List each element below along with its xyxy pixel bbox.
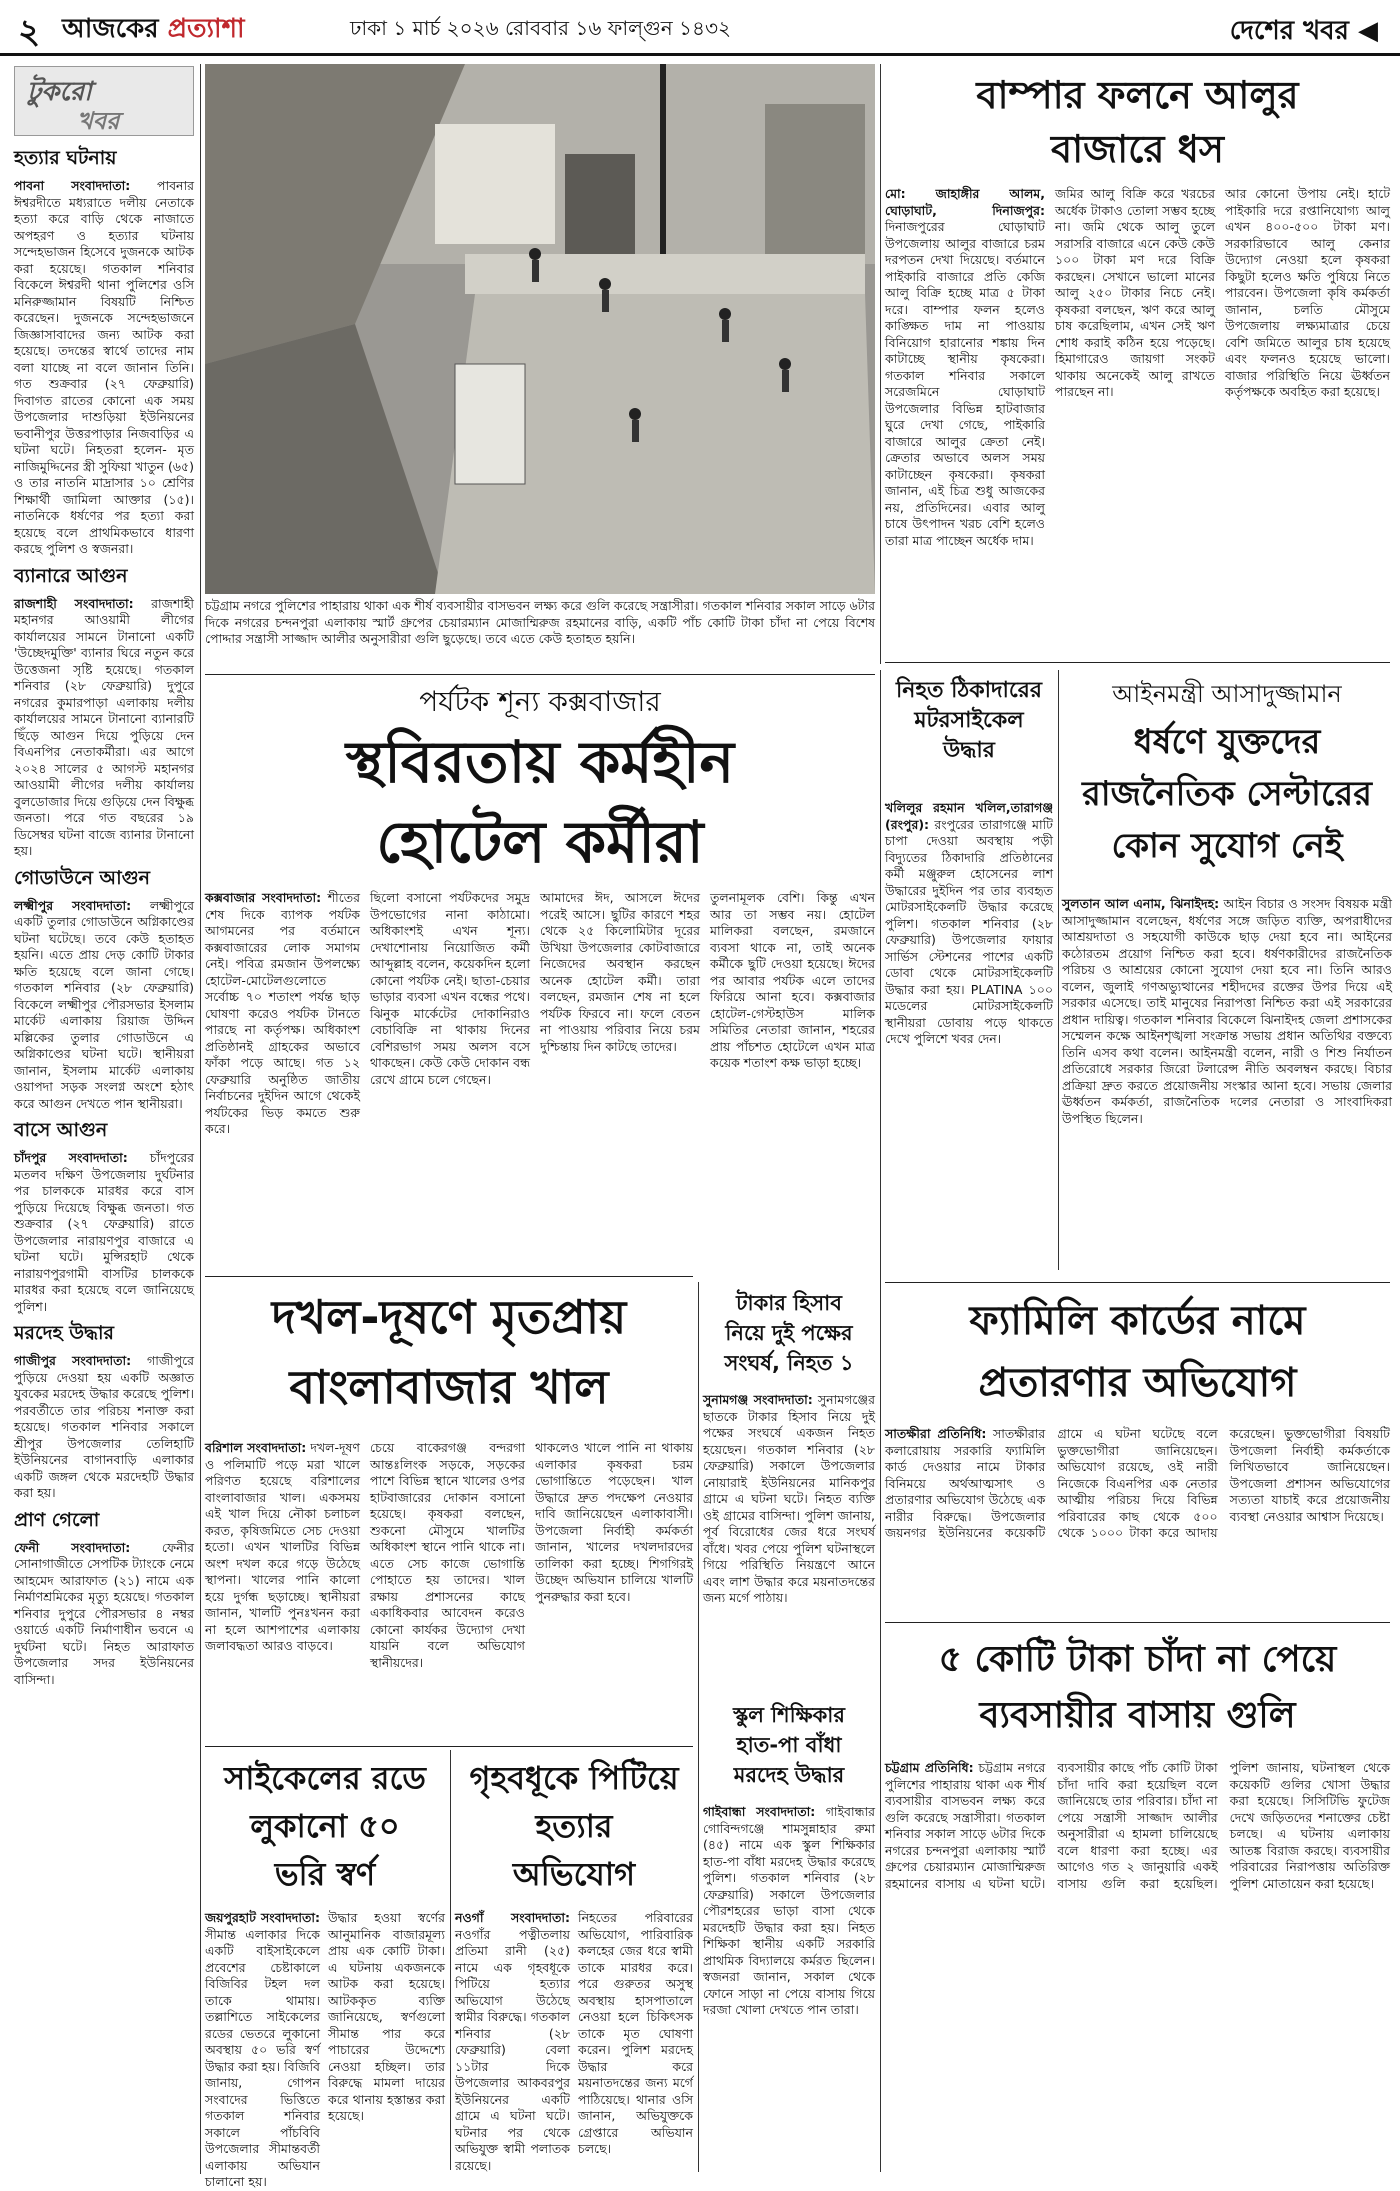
- rape-body: সুলতান আল এনাম, ঝিনাইদহ: আইন বিচার ও সংসদ বিষয়ক মন্ত্রী আসাদুজ্জামান বলেছেন, ধর্ষণের সঙ্গে জড়িত ব্যক্তি, অপরাধীদের আশ্রয়দাতা ও সহযোগী কাউকে ছাড় দেয়া হবে না। আইনের কঠোরতম প্রয়োগ নিশ্চিত করা হবে। ধর্ষণকারীদের রাজনৈতিক পরিচয় ও আশ্রয়ের কোনো সুযোগ দেয়া হবে না। তিনি আরও বলেন, জুলাই গণঅভ্যুত্থানের শহীদদের রক্তের উপর দিয়ে এই সরকার এসেছে। তাই মানুষের নিরাপত্তা নিশ্চিত করা এই সরকারের প্রধান দায়িত্ব। গতকাল শনিবার বিকেলে ঝিনাইদহ জেলা প্রশাসকের সম্মেলন কক্ষে আইনশৃঙ্খলা সংক্রান্ত সভায় প্রধান অতিথির বক্তব্যে তিনি এসব কথা বলেন। আইনমন্ত্রী বলেন, নারী ও শিশু নির্যাতন প্রতিরোধে সরকার জিরো টলারেন্স নীতি অবলম্বন করছে। বিচার প্রক্রিয়া দ্রুত করতে প্রয়োজনীয় সংস্কার আনা হবে। সভায় জেলার ঊর্ধ্বতন কর্মকর্তা, রাজনৈতিক দলের নেতারা ও সাংবাদিকরা উপস্থিত ছিলেন।: [1062, 896, 1392, 1126]
- briefs-column: [14, 140, 194, 2170]
- page-number: ২: [18, 12, 41, 52]
- section-title: দেশের খবর ◀: [1229, 16, 1378, 46]
- rule: [885, 1282, 1390, 1283]
- rule: [205, 1746, 693, 1747]
- brief-title: বাসে আগুন: [14, 1119, 108, 1141]
- tourism-col-2: ছিলো বসানো পর্যটকদের সমুদ্র উপভোগের নানা কাঠামো। অধিকাংশই এখন শূন্য। দেখাশোনায় নিয়োজিত কর্মী আব্দুল্লাহ বলেন, কয়েকদিন হলো কোনো পর্যটক নেই। ছাতা-চেয়ার ভাড়ার ব্যবসা এখন বন্ধের পথে। ঝিনুক মার্কেটের দোকানিরাও বেচাবিক্রি না থাকায় দিনের বেশিরভাগ সময় অলস বসে থাকছেন। কেউ কেউ দোকান বন্ধ রেখে গ্রামে চলে গেছেন।: [370, 890, 530, 1087]
- potato-col-3: আর কোনো উপায় নেই। হাটে পাইকারি দরে রপ্তানিযোগ্য আলু এখন ৪০০-৫০০ টাকা মণ। সরকারিভাবে আলু কেনার উদ্যোগ নেওয়া হলে কৃষকরা কিছুটা হলেও ক্ষতি পুষিয়ে নিতে পারবেন। উপজেলা কৃষি কর্মকর্তা জানান, চলতি মৌসুমে উপজেলায় লক্ষ্যমাত্রার চেয়ে বেশি জমিতে আলুর চাষ হয়েছে এবং ফলনও হয়েছে ভালো। বাজার পরিস্থিতি নিয়ে ঊর্ধ্বতন কর্তৃপক্ষকে অবহিত করা হয়েছে।: [1225, 186, 1390, 399]
- gold-col-2: উদ্ধার হওয়া স্বর্ণের আনুমানিক বাজারমূল্য প্রায় এক কোটি টাকা। এ ঘটনায় একজনকে আটক করা হয়েছে। আটককৃত ব্যক্তি জানিয়েছে, স্বর্ণগুলো সীমান্ত পার করে পাচারের উদ্দেশ্যে নেওয়া হচ্ছিল। তার বিরুদ্ধে মামলা দায়ের করে থানায় হস্তান্তর করা হয়েছে।: [328, 1910, 445, 2123]
- family-body: সাতক্ষীরা প্রতিনিধি: সাতক্ষীরার কলারোয়ায় সরকারি ফ্যামিলি কার্ড দেওয়ার নামে টাকার বিনিময়ে অর্থআত্মসাৎ ও প্রতারণার অভিযোগ উঠেছে এক নারীর বিরুদ্ধে। উপজেলার জয়নগর ইউনিয়নের কয়েকটি গ্রামে এ ঘটনা ঘটেছে বলে ভুক্তভোগীরা জানিয়েছেন। অভিযোগ রয়েছে, ওই নারী নিজেকে বিএনপির এক নেতার আত্মীয় পরিচয় দিয়ে বিভিন্ন পরিবারের কাছ থেকে ৫০০ থেকে ১০০০ টাকা করে আদায় করেছেন। ভুক্তভোগীরা বিষয়টি উপজেলা নির্বাহী কর্মকর্তাকে লিখিতভাবে জানিয়েছেন। উপজেলা প্রশাসন অভিযোগের সত্যতা যাচাই করে প্রয়োজনীয় ব্যবস্থা নেওয়ার আশ্বাস দিয়েছে।: [885, 1426, 1390, 1540]
- wife-col-2: নিহতের পরিবারের অভিযোগ, পারিবারিক কলহের জের ধরে স্বামী তাকে মারধর করে। পরে গুরুতর অসুস্থ অবস্থায় হাসপাতালে নেওয়া হলে চিকিৎসক তাকে মৃত ঘোষণা করেন। পুলিশ মরদেহ উদ্ধার করে ময়নাতদন্তের জন্য মর্গে পাঠিয়েছে। থানার ওসি জানান, অভিযুক্তকে গ্রেপ্তারে অভিযান চলছে।: [578, 1910, 693, 2156]
- potato-col-1: মো: জাহাঙ্গীর আলম, ঘোড়াঘাট, দিনাজপুর: দিনাজপুরের ঘোড়াঘাট উপজেলায় আলুর বাজারে চরম দরপতন দেখা দিয়েছে। বর্তমানে পাইকারি বাজারে প্রতি কেজি আলু বিক্রি হচ্ছে মাত্র ৫ টাকা দরে। বাম্পার ফলন হলেও কাঙ্ক্ষিত দাম না পাওয়ায় বিনিয়োগ হারানোর শঙ্কায় দিন কাটাচ্ছে স্থানীয় কৃষকেরা। গতকাল শনিবার সকালে সরেজমিনে ঘোড়াঘাট উপজেলার বিভিন্ন হাটবাজার ঘুরে দেখা গেছে, পাইকারি বাজারে আলুর ক্রেতা নেই। ক্রেতার অভাবে অলস সময় কাটাচ্ছেন কৃষকেরা। কৃষকরা জানান, এই চিত্র শুধু আজকের নয়, প্রতিদিনের। এবার আলু চাষে উৎপাদন খরচ বেশি হলেও তারা মাত্র পাচ্ছেন অর্ধেক দাম।: [885, 186, 1045, 548]
- brief-title: হত্যার ঘটনায়: [14, 147, 117, 169]
- wife-headline: গৃহবধূকে পিটিয়ে হত্যার অভিযোগ: [469, 1759, 679, 1893]
- briefs-logo: টুকরো খবর: [14, 66, 194, 136]
- bike-headline: নিহত ঠিকাদারের মটরসাইকেল উদ্ধার: [896, 678, 1042, 763]
- column-divider: [880, 64, 881, 664]
- brief-body: পাবনা সংবাদদাতা: পাবনার ঈশ্বরদীতে মধ্যরাতে দলীয় নেতাকে হত্যা করে বাড়ি থেকে নাজাতে অপহরণ ও হত্যার ঘটনায় সন্দেহভাজন হিসেবে দুজনকে আটক করা হয়েছে। গতকাল শনিবার বিকেলে ঈশ্বরদী থানা পুলিশের ওসি মনিরুজ্জামান বিষয়টি নিশ্চিত করেছেন। দুজনকে সন্দেহভাজনে জিজ্ঞাসাবাদের জন্য আটক করা হয়েছে। তদন্তের স্বার্থে তাদের নাম বলা যাচ্ছে না বলে জানান তিনি। গত শুক্রবার (২৭ ফেব্রুয়ারি) দিবাগত রাতের কোনো এক সময় উপজেলার দাশুড়িয়া ইউনিয়নের ভবানীপুর উত্তরপাড়ার নিজবাড়ির এ ঘটনা ঘটে। নিহতরা হলেন- মৃত নাজিমুদ্দিনের স্ত্রী সুফিয়া খাতুন (৬৫) ও তার নাতনি মাদ্রাসার ১০ শ্রেণির শিক্ষার্থী জামিলা আক্তার (১৫)। নাতনিকে ধর্ষণের পর হত্যা করা হয়েছে বলে প্রাথমিকভাবে ধারণা করছে পুলিশ ও স্বজনরা।: [14, 178, 194, 556]
- brief-title: প্রাণ গেলো: [14, 1508, 100, 1531]
- column-divider: [880, 670, 881, 1625]
- rule: [885, 1622, 1390, 1623]
- rule: [885, 662, 1390, 663]
- canal-col-3: থাকলেও খালে পানি না থাকায় এলাকার কৃষকরা চরম ভোগান্তিতে পড়েছেন। খাল উদ্ধারে দ্রুত পদক্ষেপ নেওয়ার দাবি জানিয়েছেন এলাকাবাসী। উপজেলা নির্বাহী কর্মকর্তা জানান, খালের দখলদারদের তালিকা করা হচ্ছে। শিগগিরই উচ্ছেদ অভিযান চালিয়ে খালটি পুনরুদ্ধার করা হবে।: [535, 1440, 693, 1604]
- column-divider: [880, 1625, 881, 2172]
- news-photo: [205, 64, 875, 594]
- shots-body: চট্টগ্রাম প্রতিনিধি: চট্টগ্রাম নগরে পুলিশের পাহারায় থাকা এক শীর্ষ ব্যবসায়ীর বাসভবন লক্ষ্য করে গুলি করেছে সন্ত্রাসীরা। গতকাল শনিবার সকাল সাড়ে ৬টার দিকে নগরের চন্দনপুরা এলাকায় স্মার্ট গ্রুপের চেয়ারম্যান মোজাম্মিরুজ রহমানের বাসায় এ ঘটনা ঘটে। ব্যবসায়ীর কাছে পাঁচ কোটি টাকা চাঁদা দাবি করা হয়েছিল বলে জানিয়েছে তার পরিবার। চাঁদা না পেয়ে সন্ত্রাসী সাজ্জাদ আলীর অনুসারীরা এ হামলা চালিয়েছে বলে ধারণা করা হচ্ছে। এর আগেও গত ২ জানুয়ারি একই বাসায় গুলি করা হয়েছিল। পুলিশ জানায়, ঘটনাস্থল থেকে কয়েকটি গুলির খোসা উদ্ধার করা হয়েছে। সিসিটিভি ফুটেজ দেখে জড়িতদের শনাক্তের চেষ্টা চলছে। এ ঘটনায় এলাকায় আতঙ্ক বিরাজ করছে। ব্যবসায়ীর পরিবারের নিরাপত্তায় অতিরিক্ত পুলিশ মোতায়েন করা হয়েছে।: [885, 1760, 1390, 1891]
- potato-headline: বাম্পার ফলনে আলুর বাজারে ধস: [976, 73, 1299, 171]
- canal-headline: দখল-দূষণে মৃতপ্রায় বাংলাবাজার খাল: [271, 1290, 627, 1414]
- newspaper-logo: আজকের প্রত্যাশা: [62, 14, 245, 44]
- teacher-headline: স্কুল শিক্ষিকার হাত-পা বাঁধা মরদেহ উদ্ধার: [733, 1703, 845, 1787]
- issue-date: ঢাকা ১ মার্চ ২০২৬ রোববার ১৬ ফাল্গুন ১৪৩২: [350, 16, 732, 40]
- tourism-headline: স্থবিরতায় কর্মহীন হোটেল কর্মীরা: [345, 728, 735, 876]
- brief-title: মরদেহ উদ্ধার: [14, 1322, 114, 1344]
- tourism-col-1: কক্সবাজার সংবাদদাতা: শীতের শেষ দিকে ব্যাপক পর্যটক আগমনের পর বর্তমানে কক্সবাজারের লোক সমাগম নেই। পবিত্র রমজান উপলক্ষ্যে হোটেল-মোটেলগুলোতে সর্বোচ্চ ৭০ শতাংশ পর্যন্ত ছাড় ঘোষণা করেও পর্যটক টানতে পারছে না কর্তৃপক্ষ। অধিকাংশ প্রতিষ্ঠানই গ্রাহকের অভাবে ফাঁকা পড়ে আছে। গত ১২ ফেব্রুয়ারি অনুষ্ঠিত জাতীয় নির্বাচনের দুইদিন আগে থেকেই পর্যটকের ভিড় কমতে শুরু করে।: [205, 890, 360, 1136]
- potato-col-2: জমির আলু বিক্রি করে খরচের অর্ধেক টাকাও তোলা সম্ভব হচ্ছে না। জমি থেকে আলু তুলে সরাসরি বাজারে এনে কেউ কেউ ১০০ টাকা মণ দরে বিক্রি করছেন। সেখানে ভালো মানের আলু ২৫০ টাকার নিচে নেই। কৃষকরা বলছেন, ঋণ করে আলু চাষ করেছিলাম, এখন সেই ঋণ শোধ করাই কঠিন হয়ে পড়েছে। হিমাগারেও জায়গা সংকট থাকায় অনেকেই আলু রাখতে পারছেন না।: [1055, 186, 1215, 399]
- tourism-kicker: পর্যটক শূন্য কক্সবাজার: [419, 685, 661, 718]
- canal-col-2: চেয়ে বাকেরগঞ্জ বন্দরগা আন্তঃলিংক সড়কে, সড়কের পাশে বিভিন্ন স্থানে খালের ওপর হাটবাজারের দোকান বসানো হয়েছে। কৃষকরা বলছেন, শুকনো মৌসুমে খালটির অধিকাংশ স্থানে পানি থাকে না। এতে সেচ কাজে ভোগান্তি পোহাতে হয় তাদের। খাল রক্ষায় প্রশাসনের কাছে একাধিকবার আবেদন করেও কোনো কার্যকর উদ্যোগ দেখা যায়নি বলে অভিযোগ স্থানীয়দের।: [370, 1440, 525, 1670]
- tourism-col-3: আমাদের ঈদ, আসলে ঈদের পরেই আসে। ছুটির কারণে শহর থেকে ২৫ কিলোমিটার দূরের উখিয়া উপজেলার কোটবাজারে নিজেদের অবস্থান করছেন অনেক হোটেল কর্মী। তারা বলছেন, রমজান শেষ না হলে পর্যটক ফিরবে না। ফলে বেতন না পাওয়ায় পরিবার নিয়ে চরম দুশ্চিন্তায় দিন কাটছে তাদের।: [540, 890, 700, 1054]
- rape-headline: ধর্ষণে যুক্তদের রাজনৈতিক সেল্টারের কোন সুযোগ নেই: [1082, 722, 1372, 866]
- gold-col-1: জয়পুরহাট সংবাদদাতা: সীমান্ত এলাকার দিকে একটি বাইসাইকেলে প্রবেশের চেষ্টাকালে বিজিবির টহল দল তাকে থামায়। তল্লাশিতে সাইকেলের রডের ভেতরে লুকানো অবস্থায় ৫০ ভরি স্বর্ণ উদ্ধার করা হয়। বিজিবি জানায়, গোপন সংবাদের ভিত্তিতে গতকাল শনিবার সকালে পাঁচবিবি উপজেলার সীমান্তবর্তী এলাকায় অভিযান চালানো হয়।: [205, 1910, 320, 2189]
- brief-body: চাঁদপুর সংবাদদাতা: চাঁদপুরের মতলব দক্ষিণ উপজেলায় দুর্ঘটনার পর চালককে মারধর করে বাস পুড়িয়ে দিয়েছে বিক্ষুব্ধ জনতা। গত শুক্রবার (২৭ ফেব্রুয়ারি) রাতে উপজেলার নারায়ণপুর বাজারে এ ঘটনা ঘটে। মুন্সিরহাট থেকে নারায়ণপুরগামী বাসটির চালককে মারধর করা হয়েছে বলে জানিয়েছে পুলিশ।: [14, 1150, 194, 1314]
- brief-body: রাজশাহী সংবাদদাতা: রাজশাহী মহানগর আওয়ামী লীগের কার্যালয়ের সামনে টানানো একটি 'উচ্ছেদমুক্তি' ব্যানার ঘিরে নতুন করে উত্তেজনা সৃষ্টি হয়েছে। গতকাল শনিবার (২৮ ফেব্রুয়ারি) দুপুরে নগরের কুমারপাড়া এলাকায় দলীয় কার্যালয়ের সামনে টানানো ব্যানারটি ছিঁড়ে আগুন দিয়ে পুড়িয়ে দেন বিএনপির নেতাকর্মীরা। এর আগে ২০২৪ সালের ৫ আগস্ট মহানগর আওয়ামী লীগের দলীয় কার্যালয় বুলডোজার দিয়ে গুড়িয়ে দেন বিক্ষুব্ধ জনতা। পরে গত বছরের ১৯ ডিসেম্বর ঘটনা বাজে ব্যানার টানানো হয়।: [14, 595, 194, 858]
- tourism-col-4: তুলনামূলক বেশি। কিন্তু এখন আর তা সম্ভব নয়। হোটেল মালিকরা বলছেন, রমজানে ব্যবসা থাকে না, তাই অনেক কর্মীকে ছুটি দেওয়া হয়েছে। ঈদের পর আবার পর্যটক এলে তাদের ফিরিয়ে আনা হবে। কক্সবাজার হোটেল-গেস্টহাউস মালিক সমিতির নেতারা জানান, শহরের প্রায় পাঁচশত হোটেলে এখন মাত্র কয়েক শতাংশ কক্ষ ভাড়া হচ্ছে।: [710, 890, 875, 1070]
- family-headline: ফ্যামিলি কার্ডের নামে প্রতারণার অভিযোগ: [969, 1298, 1306, 1406]
- rule: [205, 674, 875, 675]
- column-divider: [698, 1282, 699, 2172]
- brief-body: লক্ষ্মীপুর সংবাদদাতা: লক্ষ্মীপুরে একটি তুলার গোডাউনে অগ্নিকাণ্ডের ঘটনা ঘটেছে। তবে কেউ হতাহত হয়নি। এতে প্রায় দেড় কোটি টাকার ক্ষতি হয়েছে বলে জানা গেছে। গতকাল শনিবার (২৮ ফেব্রুয়ারি) বিকেলে লক্ষ্মীপুর পৌরসভার ইসলাম মার্কেট এলাকায় রিয়াজ উদ্দিন মল্লিকের তুলার গোডাউনে এ অগ্নিকাণ্ডের ঘটনা ঘটে। স্থানীয়রা জানান, ইসলাম মার্কেট এলাকায় ওয়াপদা সড়ক সংলগ্ন অংশে হঠাৎ করে আগুন দেখতে পান স্থানীয়রা।: [14, 897, 194, 1111]
- shots-headline: ৫ কোটি টাকা চাঁদা না পেয়ে ব্যবসায়ীর বাসায় গুলি: [938, 1639, 1337, 1736]
- column-divider: [1058, 670, 1059, 1270]
- masthead: [0, 0, 1400, 56]
- brief-title: ব্যানারে আগুন: [14, 564, 128, 587]
- column-divider: [200, 64, 201, 2174]
- photo-caption: চট্টগ্রাম নগরে পুলিশের পাহারায় থাকা এক শীর্ষ ব্যবসায়ীর বাসভবন লক্ষ্য করে গুলি করেছে সন্ত্রাসীরা। গতকাল শনিবার সকাল সাড়ে ৬টার দিকে নগরের চন্দনপুরা এলাকায় স্মার্ট গ্রুপের চেয়ারম্যান মোজাম্মিরুজ রহমানের বাড়ি, একটি পাঁচ কোটি টাকা চাঁদা না পেয়ে বিশেষ পোদ্দার সন্ত্রাসী সাজ্জাদ আলীর অনুসারীরা গুলি ছুড়েছে। তবে এতে কেউ হতাহত হয়নি।: [205, 598, 875, 646]
- brief-body: ফেনী সংবাদদাতা: ফেনীর সোনাগাজীতে সেপটিক ট্যাংকে নেমে আহমেদ আরাফাত (২১) নামে এক নির্মাণশ্রমিকের মৃত্যু হয়েছে। গতকাল শনিবার দুপুরে পৌরসভার ৪ নম্বর ওয়ার্ডে একটি নির্মাণাধীন ভবনে এ দুর্ঘটনা ঘটে। নিহত আরাফাত উপজেলার সদর ইউনিয়নের বাসিন্দা।: [14, 1539, 194, 1687]
- rape-kicker: আইনমন্ত্রী আসাদুজ্জামান: [1112, 680, 1342, 708]
- money-headline: টাকার হিসাব নিয়ে দুই পক্ষের সংঘর্ষ, নিহত ১: [724, 1291, 854, 1375]
- money-body: সুনামগঞ্জ সংবাদদাতা: সুনামগঞ্জের ছাতকে টাকার হিসাব নিয়ে দুই পক্ষের সংঘর্ষে একজন নিহত হয়েছেন। গতকাল শনিবার (২৮ ফেব্রুয়ারি) সকালে উপজেলার নোয়ারাই ইউনিয়নের মানিকপুর গ্রামে এ ঘটনা ঘটে। নিহত ব্যক্তি ওই গ্রামের বাসিন্দা। পুলিশ জানায়, পূর্ব বিরোধের জের ধরে সংঘর্ষ বাঁধে। খবর পেয়ে পুলিশ ঘটনাস্থলে গিয়ে পরিস্থিতি নিয়ন্ত্রণে আনে এবং লাশ উদ্ধার করে ময়নাতদন্তের জন্য মর্গে পাঠায়।: [703, 1392, 875, 1605]
- wife-col-1: নওগাঁ সংবাদদাতা: নওগাঁর পত্নীতলায় প্রতিমা রানী (২৫) নামে এক গৃহবধূকে পিটিয়ে হত্যার অভিযোগ উঠেছে স্বামীর বিরুদ্ধে। গতকাল শনিবার (২৮ ফেব্রুয়ারি) বেলা ১১টার দিকে উপজেলার আকবরপুর ইউনিয়নের একটি গ্রামে এ ঘটনা ঘটে। ঘটনার পর থেকে অভিযুক্ত স্বামী পলাতক রয়েছে।: [455, 1910, 570, 2173]
- teacher-body: গাইবান্ধা সংবাদদাতা: গাইবান্ধার গোবিন্দগঞ্জে শামসুন্নাহার রুমা (৪৫) নামে এক স্কুল শিক্ষিকার হাত-পা বাঁধা মরদেহ উদ্ধার করেছে পুলিশ। গতকাল শনিবার (২৮ ফেব্রুয়ারি) সকালে উপজেলার পৌরশহরের ভাড়া বাসা থেকে মরদেহটি উদ্ধার করা হয়। নিহত শিক্ষিকা স্থানীয় একটি সরকারি প্রাথমিক বিদ্যালয়ে কর্মরত ছিলেন। স্বজনরা জানান, সকাল থেকে ফোনে সাড়া না পেয়ে বাসায় গিয়ে দরজা খোলা দেখতে পান তারা।: [703, 1804, 875, 2017]
- rule: [205, 1276, 693, 1277]
- gold-headline: সাইকেলের রডে লুকানো ৫০ ভরি স্বর্ণ: [224, 1759, 426, 1893]
- canal-col-1: বরিশাল সংবাদদাতা: দখল-দূষণ ও পলিমাটি পড়ে মরা খালে পরিণত হয়েছে বরিশালের বাংলাবাজার খাল। একসময় এই খাল দিয়ে নৌকা চলাচল করত, কৃষিজমিতে সেচ দেওয়া হতো। এখন খালটির বিভিন্ন অংশ দখল করে গড়ে উঠেছে স্থাপনা। খালের পানি কালো হয়ে দুর্গন্ধ ছড়াচ্ছে। স্থানীয়রা জানান, খালটি পুনঃখনন করা না হলে আশপাশের এলাকায় জলাবদ্ধতা আরও বাড়বে।: [205, 1440, 360, 1653]
- column-divider: [450, 1750, 451, 2170]
- brief-title: গোডাউনে আগুন: [14, 866, 150, 889]
- bike-body: খলিলুর রহমান খলিল,তারাগঞ্জ (রংপুর): রংপুরের তারাগঞ্জে মাটি চাপা দেওয়া অবস্থায় পড়ী বিদ্যুতের ঠিকাদারি প্রতিষ্ঠানের কর্মী মঞ্জুরুল হোসেনের লাশ উদ্ধারের দুইদিন পর তার ব্যবহৃত মোটরসাইকেলটি উদ্ধার করেছে পুলিশ। গতকাল শনিবার (২৮ ফেব্রুয়ারি) উপজেলার ফায়ার সার্ভিস স্টেশনের পাশের একটি ডোবা থেকে মোটরসাইকেলটি উদ্ধার করা হয়। PLATINA ১০০ মডেলের মোটরসাইকেলটি স্থানীয়রা ডোবায় পড়ে থাকতে দেখে পুলিশে খবর দেন।: [885, 800, 1053, 1046]
- brief-body: গাজীপুর সংবাদদাতা: গাজীপুরে পুড়িয়ে দেওয়া হয় একটি অজ্ঞাত যুবকের মরদেহ উদ্ধার করেছে পুলিশ। পরবর্তীতে তার পরিচয় শনাক্ত করা হয়েছে। গতকাল শনিবার সকালে শ্রীপুর উপজেলার তেলিহাটি ইউনিয়নের বাগানবাড়ি এলাকার একটি জঙ্গল থেকে মরদেহটি উদ্ধার করা হয়।: [14, 1353, 194, 1500]
